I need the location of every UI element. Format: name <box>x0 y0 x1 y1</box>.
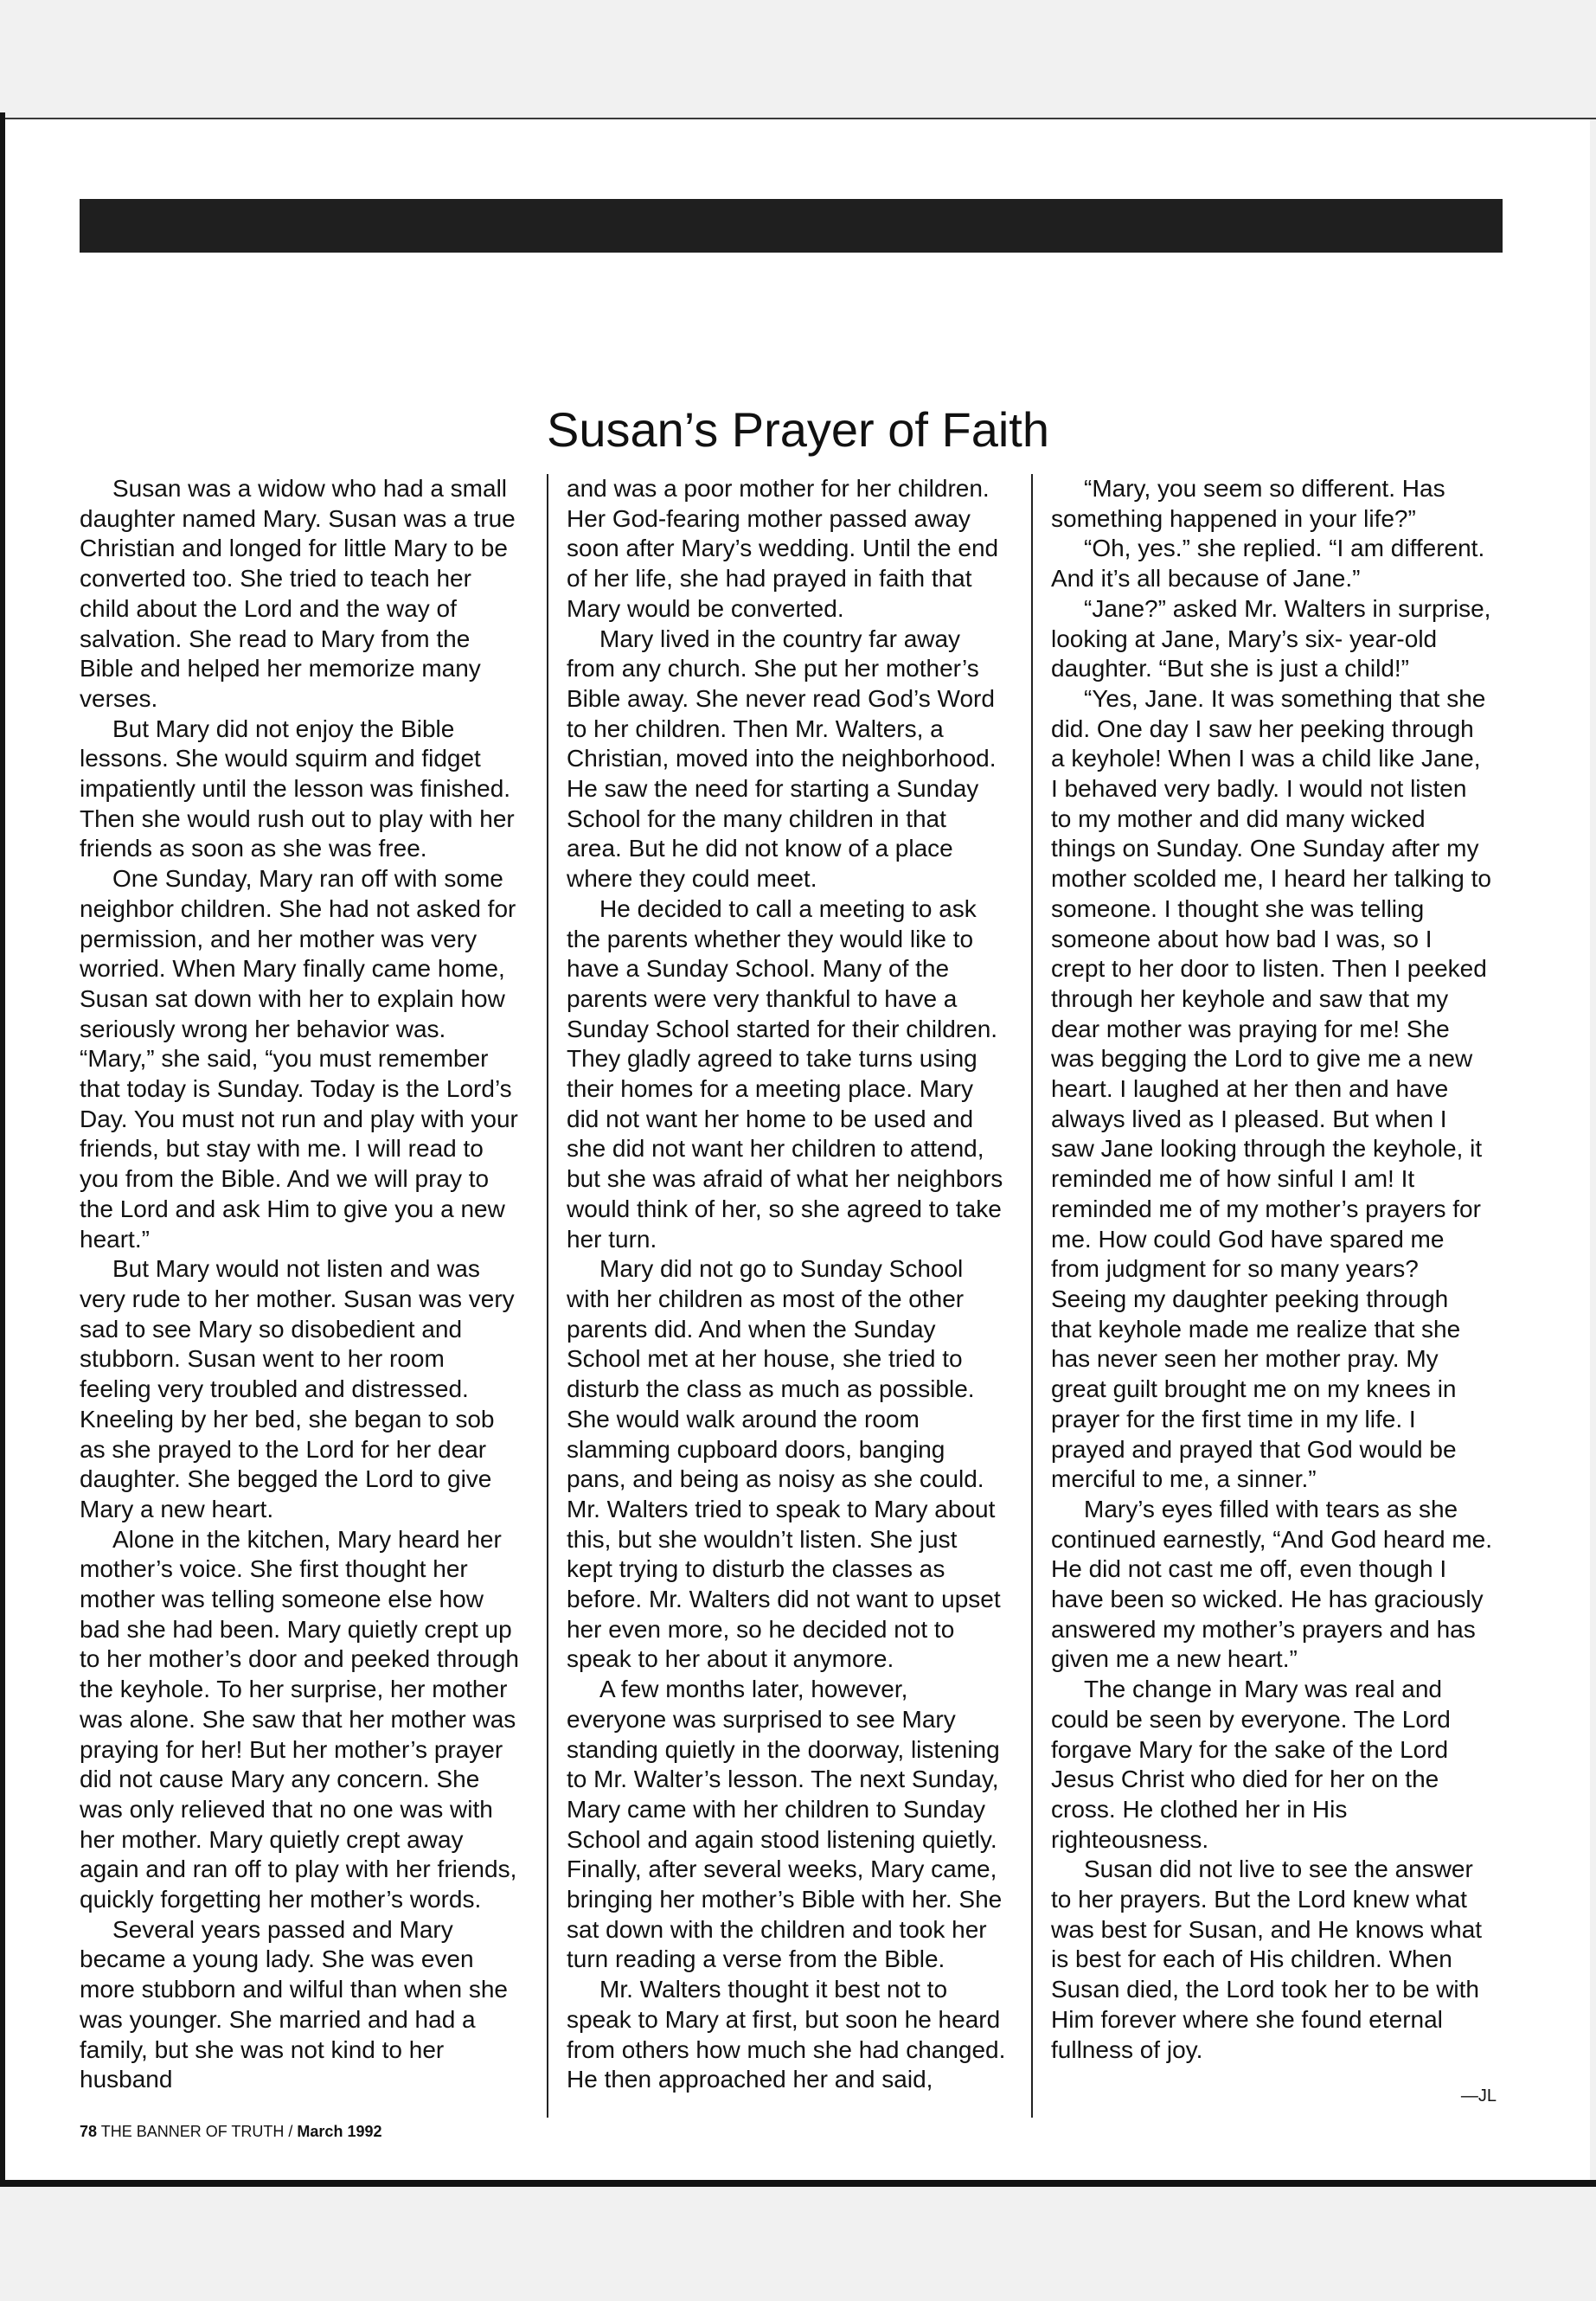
paragraph: “Jane?” asked Mr. Walters in surprise, looking at Jane, Mary’s six- year-old daughter. “But she is just a child!” <box>1051 594 1491 683</box>
page-edge-bottom <box>0 2180 1596 2187</box>
column-rule <box>547 474 548 2118</box>
column-rule <box>1031 474 1033 2118</box>
page-edge-top <box>0 118 1596 119</box>
paragraph: The change in Mary was real and could be seen by everyone. The Lord forgave Mary for the sake of the Lord Jesus Christ who died for her on the cross. He clothed her in His righteousness. <box>1051 1676 1451 1853</box>
scan-margin-bottom <box>0 2187 1596 2301</box>
footer-separator: / <box>284 2123 298 2140</box>
text-column-3 <box>1051 474 1492 2065</box>
paragraph: But Mary would not listen and was very rude to her mother. Susan was very sad to see Mary so disobedient and stubborn. Susan went to her room feeling very troubled and distressed. Kneeling by her bed, she began to sob as she prayed to the Lord for her dear daughter. She begged the Lord to give Mary a new heart. <box>80 1255 515 1522</box>
paragraph: One Sunday, Mary ran off with some neighbor children. She had not asked for permission, and her mother was very worried. When Mary finally came home, Susan sat down with her to explain how seriously wrong her behavior was. “Mary,” she said, “you must remember that today is Sunday. Today is the Lord’s Day. You must not run and play with your friends, but stay with me. I will read to you from the Bible. And we will pray to the Lord and ask Him to give you a new heart.” <box>80 865 518 1253</box>
paragraph: Mary’s eyes filled with tears as she continued earnestly, “And God heard me. He did not cast me off, even though I have been so wicked. He has graciously answered my mother’s prayers and has given me a new heart.” <box>1051 1495 1493 1673</box>
page-footer <box>80 2121 381 2142</box>
scan-margin-top <box>0 0 1596 119</box>
paragraph: Mary lived in the country far away from any church. She put her mother’s Bible away. She never read God’s Word to her children. Then Mr. Walters, a Christian, moved into the neighborhood. He saw the need for starting a Sunday School for the many children in that area. But he did not know of a place where they could meet. <box>567 625 997 893</box>
paragraph: Alone in the kitchen, Mary heard her mother’s voice. She first thought her mother was telling someone else how bad she had been. Mary quietly crept up to her mother’s door and peeked through the keyhole. To her surprise, her mother was alone. She saw that her mother was praying for her! But her mother’s prayer did not cause Mary any concern. She was only relieved that no one was with her mother. Mary quietly crept away again and ran off to play with her friends, quickly forgetting her mother’s words. <box>80 1525 519 1913</box>
paragraph: Mr. Walters thought it best not to speak to Mary at first, but soon he heard from others how much she had changed. He then approached her and said, <box>567 1976 1006 2093</box>
paragraph: Susan did not live to see the answer to her prayers. But the Lord knew what was best for Susan, and He knows what is best for each of His children. When Susan died, the Lord took her to be with Him forever where she found eternal fullness of joy. <box>1051 1856 1483 2063</box>
paragraph: “Oh, yes.” she replied. “I am different. And it’s all because of Jane.” <box>1051 535 1485 593</box>
text-column-2 <box>567 474 1008 2095</box>
paragraph: A few months later, however, everyone was surprised to see Mary standing quietly in the doorway, listening to Mr. Walter’s lesson. The next Sunday, Mary came with her children to Sunday School and again stood listening quietly. Finally, after several weeks, Mary came, bringing her mother’s Bible with her. She sat down with the children and took her turn reading a verse from the Bible. <box>567 1676 1003 1973</box>
paragraph: “Yes, Jane. It was something that she did. One day I saw her peeking through a keyhole! When I was a child like Jane, I behaved very badly. I would not listen to my mother and did many wicked things on Sunday. One Sunday after my mother scolded me, I heard her talking to someone. I thought she was telling someone about how bad I was, so I crept to her door to listen. Then I peeked through her keyhole and saw that my dear mother was praying for me! She was begging the Lord to give me a new heart. I laughed at her then and have always lived as I pleased. But when I saw Jane looking through the keyhole, it reminded me of how sinful I am! It reminded me of my mother’s prayers for me. How could God have spared me from judgment for so many years? Seeing my daughter peeking through that keyhole made me realize that she has never seen her mother pray. My great guilt brought me on my knees in prayer for the first time in my life. I prayed and prayed that God would be merciful to me, a sinner.” <box>1051 684 1491 1493</box>
header-bar <box>80 199 1503 253</box>
paragraph: Mary did not go to Sunday School with her children as most of the other parents did. And when the Sunday School met at her house, she tried to disturb the class as much as possible. She would walk around the room slamming cupboard doors, banging pans, and being as noisy as she could. Mr. Walters tried to speak to Mary about this, but she wouldn’t listen. She just kept trying to disturb the classes as before. Mr. Walters did not want to upset her even more, so he decided not to speak to her about it anymore. <box>567 1255 1001 1673</box>
paragraph: But Mary did not enjoy the Bible lessons. She would squirm and fidget impatiently until the lesson was finished. Then she would rush out to play with her friends as soon as she was free. <box>80 715 515 862</box>
author-signature: —JL <box>1460 2086 1497 2106</box>
article-title: Susan’s Prayer of Faith <box>546 402 1050 457</box>
publication-name: THE BANNER OF TRUTH <box>100 2123 285 2140</box>
paragraph: and was a poor mother for her children. Her God-fearing mother passed away soon after Mary’s wedding. Until the end of her life, she had prayed in faith that Mary would be converted. <box>567 475 999 622</box>
paragraph: Several years passed and Mary became a young lady. She was even more stubborn and wilful than when she was younger. She married and had a family, but she was not kind to her husband <box>80 1915 508 2093</box>
paragraph: He decided to call a meeting to ask the parents whether they would like to have a Sunday School. Many of the parents were very thankful to have a Sunday School started for their children. They gladly agreed to take turns using their homes for a meeting place. Mary did not want her home to be used and she did not want her children to attend, but she was afraid of what her neighbors would think of her, so she agreed to take her turn. <box>567 894 1003 1253</box>
paragraph: “Mary, you seem so different. Has something happened in your life?” <box>1051 475 1445 532</box>
issue-date: March 1992 <box>297 2123 382 2140</box>
text-column-1 <box>80 474 521 2095</box>
paragraph: Susan was a widow who had a small daughter named Mary. Susan was a true Christian and longed for little Mary to be converted too. She tried to teach her child about the Lord and the way of salvation. She read to Mary from the Bible and helped her memorize many verses. <box>80 475 516 712</box>
page-number: 78 <box>80 2123 98 2140</box>
